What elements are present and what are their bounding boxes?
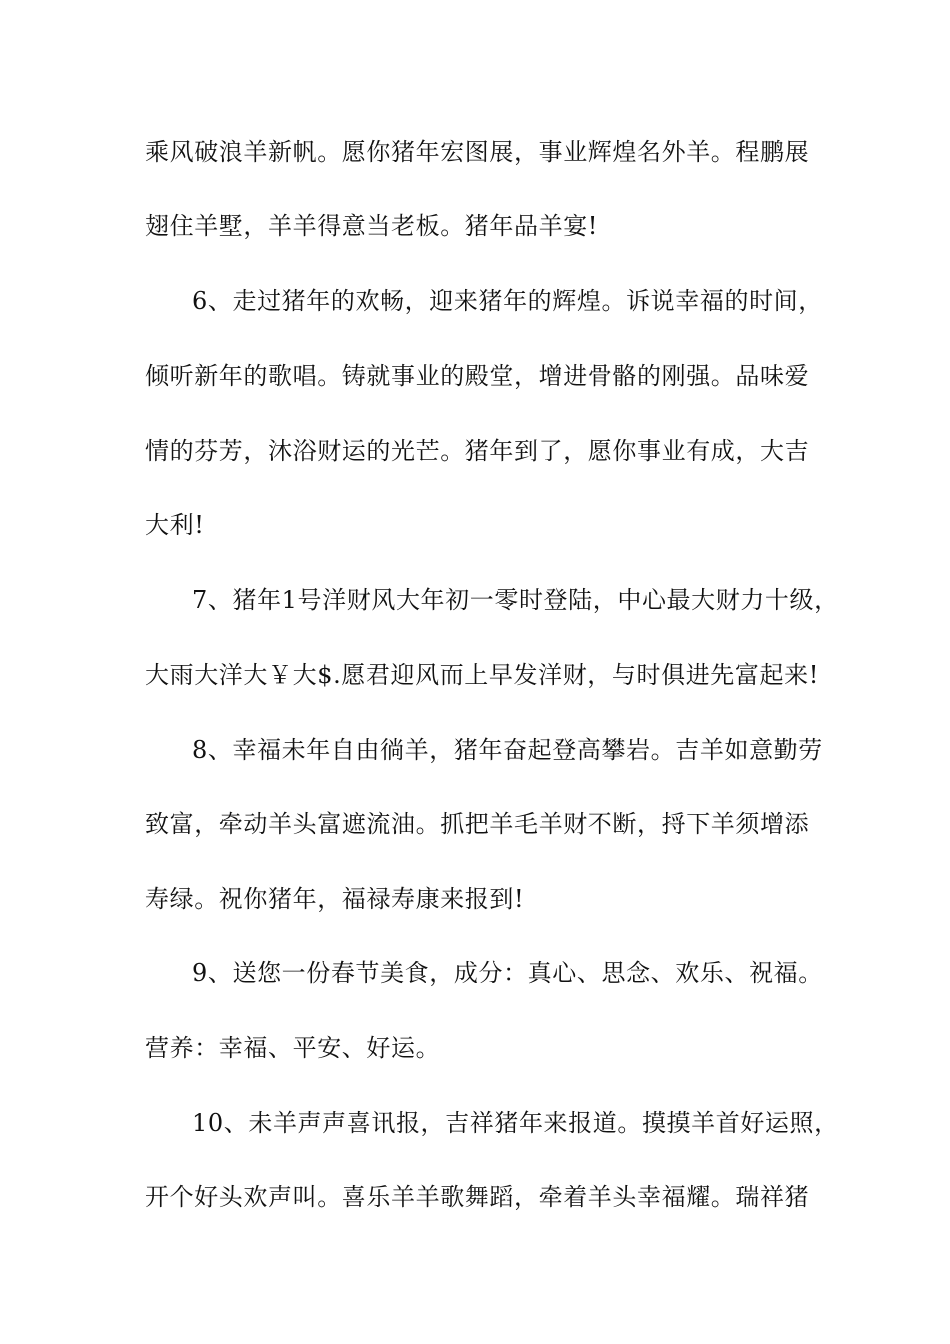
text-line: 开个好头欢声叫。喜乐羊羊歌舞蹈，牵着羊头幸福耀。瑞祥猪 [145,1183,810,1211]
text-line: 情的芬芳，沐浴财运的光芒。猪年到了，愿你事业有成，大吉 [145,437,810,465]
paragraph-8-start: 8、幸福未年自由徜羊，猪年奋起登高攀岩。吉羊如意勤劳 [192,736,823,764]
paragraph-10-start: 10、未羊声声喜讯报，吉祥猪年来报道。摸摸羊首好运照， [192,1109,839,1137]
paragraph-7-start: 7、猪年1号洋财风大年初一零时登陆，中心最大财力十级， [192,586,839,614]
text-line: 乘风破浪羊新帆。愿你猪年宏图展，事业辉煌名外羊。程鹏展 [145,138,810,166]
text-line: 大雨大洋大￥大$.愿君迎风而上早发洋财，与时俱进先富起来! [145,661,819,689]
text-line: 倾听新年的歌唱。铸就事业的殿堂，增进骨骼的刚强。品味爱 [145,362,810,390]
paragraph-6-start: 6、走过猪年的欢畅，迎来猪年的辉煌。诉说幸福的时间， [192,287,823,315]
text-line: 寿绿。祝你猪年，福禄寿康来报到! [145,885,525,913]
text-line: 翅住羊墅，羊羊得意当老板。猪年品羊宴! [145,212,599,240]
paragraph-9-start: 9、送您一份春节美食，成分：真心、思念、欢乐、祝福。 [192,959,823,987]
text-line: 致富，牵动羊头富遮流油。抓把羊毛羊财不断，捋下羊须增添 [145,810,810,838]
text-line: 大利! [145,511,205,539]
text-line: 营养：幸福、平安、好运。 [145,1034,441,1062]
